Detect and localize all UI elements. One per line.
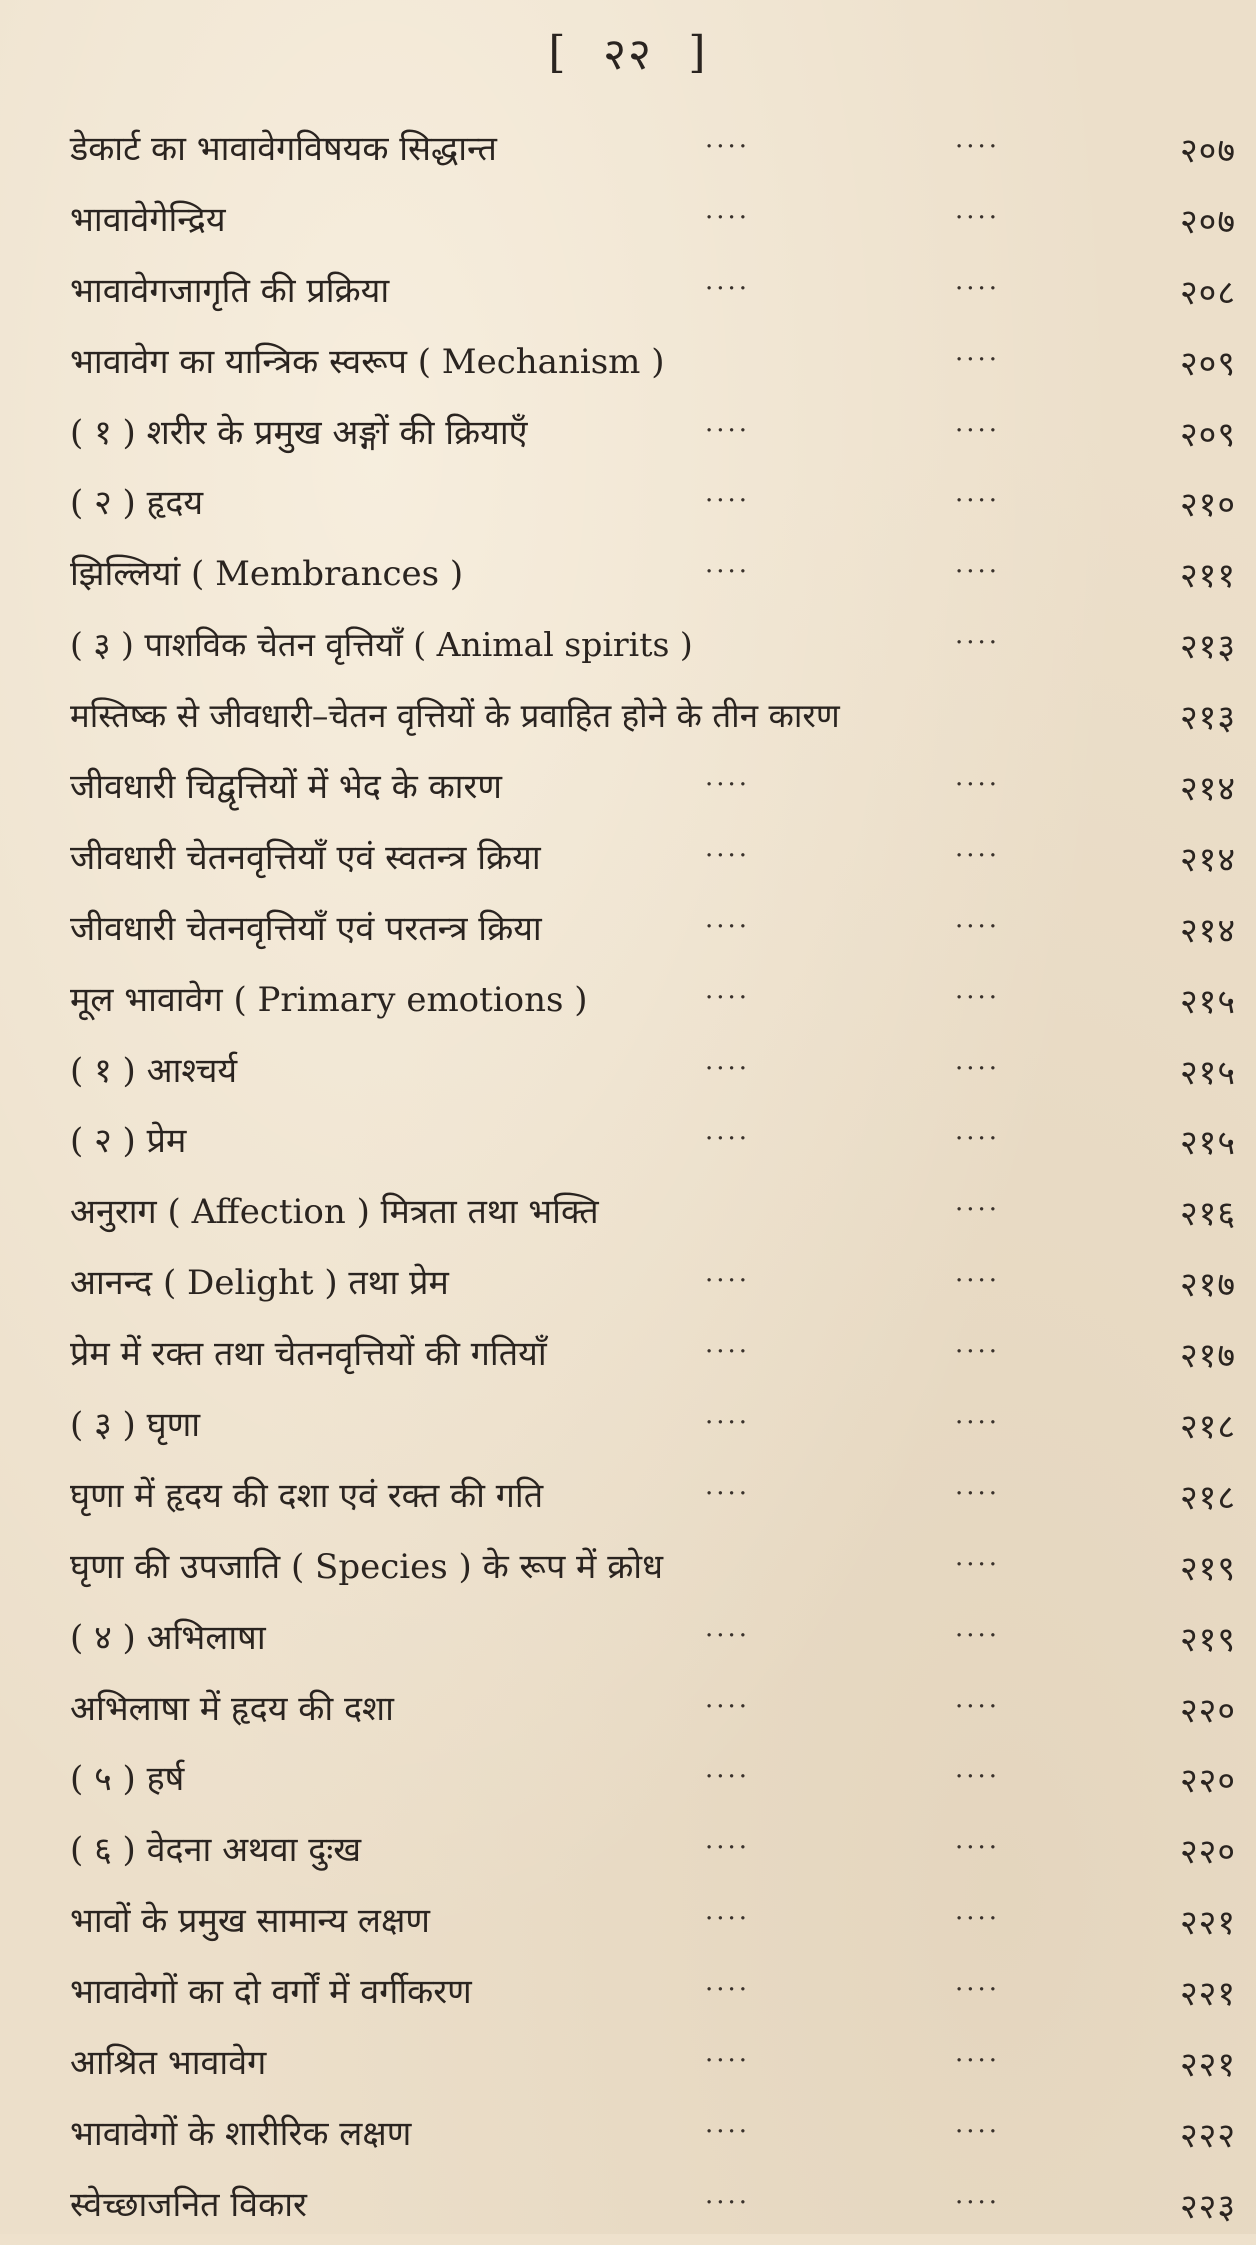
toc-entry-title: मस्तिष्क से जीवधारी–चेतन वृत्तियों के प्रवाहित होने के तीन कारण: [70, 696, 840, 736]
dot-leader: ····: [705, 2116, 751, 2147]
toc-entry-title: भावावेग का यान्त्रिक स्वरूप ( Mechanism ): [70, 341, 665, 382]
dot-leader: ····: [955, 1691, 1001, 1722]
toc-entry-page: २२२: [1179, 2115, 1236, 2156]
dot-leader: ····: [955, 982, 1001, 1013]
toc-entry-page: २२१: [1179, 2045, 1236, 2086]
dot-leader: ····: [955, 1337, 1001, 1368]
toc-entry: [0, 1110, 1256, 1181]
dot-leader: ····: [705, 1408, 751, 1439]
dot-leader: ····: [955, 415, 1001, 446]
dot-leader: ····: [705, 1266, 751, 1297]
dot-leader: ····: [955, 1833, 1001, 1864]
toc-entry: [0, 685, 1256, 756]
toc-entry: [0, 1748, 1256, 1819]
dot-leader: ····: [955, 1053, 1001, 1084]
dot-leader: ····: [705, 1833, 751, 1864]
toc-entry-title: ( २ ) प्रेम: [70, 1121, 187, 1162]
toc-entry: [0, 118, 1256, 189]
dot-leader: ····: [705, 1691, 751, 1722]
dot-leader: ····: [705, 1975, 751, 2006]
toc-entry-title: प्रेम में रक्त तथा चेतनवृत्तियों की गतियाँ: [70, 1334, 547, 1375]
toc-entry-page: २१०: [1179, 485, 1236, 526]
toc-entry: [0, 1252, 1256, 1323]
toc-entry-page: २१९: [1179, 1619, 1236, 1660]
toc-entry-page: २२१: [1179, 1903, 1236, 1944]
toc-entry-page: २१८: [1179, 1477, 1236, 1518]
toc-entry-title: आनन्द ( Delight ) तथा प्रेम: [70, 1263, 449, 1304]
toc-entry: [0, 1323, 1256, 1394]
toc-entry-page: २१७: [1179, 1336, 1236, 1377]
toc-entry-page: २०७: [1179, 201, 1236, 242]
toc-entry-page: २२०: [1179, 1832, 1236, 1873]
toc-entry-page: २१४: [1179, 910, 1236, 951]
toc-entry: [0, 1819, 1256, 1890]
toc-entry-page: २१४: [1179, 769, 1236, 810]
toc-entry-page: २२०: [1179, 1761, 1236, 1802]
toc-entry-title: डेकार्ट का भावावेगविषयक सिद्धान्त: [70, 129, 497, 169]
dot-leader: ····: [955, 911, 1001, 942]
dot-leader: ····: [955, 1762, 1001, 1793]
dot-leader: ····: [705, 557, 751, 588]
toc-entry-page: २१४: [1179, 839, 1236, 880]
toc-entry: [0, 2032, 1256, 2103]
dot-leader: ····: [955, 1975, 1001, 2006]
dot-leader: ····: [705, 132, 751, 162]
toc-entry-page: २२१: [1179, 1974, 1236, 2015]
toc-entry-page: २१५: [1179, 1052, 1236, 1093]
toc-entry-page: २१६: [1179, 1194, 1236, 1235]
toc-entry-title: ( ६ ) वेदना अथवा दुःख: [70, 1830, 362, 1871]
toc-entry-page: २२३: [1179, 2186, 1236, 2227]
toc-entry-title: ( १ ) आश्चर्य: [70, 1050, 238, 1091]
toc-entry-title: मूल भावावेग ( Primary emotions ): [70, 979, 588, 1020]
toc-entry-title: अनुराग ( Affection ) मित्रता तथा भक्ति: [70, 1192, 599, 1233]
dot-leader: ····: [955, 1124, 1001, 1155]
toc-entry: [0, 1890, 1256, 1961]
dot-leader: ····: [955, 1266, 1001, 1297]
dot-leader: ····: [955, 202, 1001, 233]
dot-leader: ····: [955, 1620, 1001, 1651]
toc-entry-page: २०७: [1179, 131, 1236, 171]
dot-leader: ····: [955, 1478, 1001, 1509]
dot-leader: ····: [705, 273, 751, 304]
toc-entry-title: भावावेगेन्द्रिय: [70, 199, 226, 240]
toc-entry-page: २०९: [1179, 343, 1236, 384]
toc-entry: [0, 1678, 1256, 1749]
dot-leader: ····: [955, 1408, 1001, 1439]
toc-entry-title: स्वेच्छाजनित विकार: [70, 2184, 307, 2225]
toc-entry: [0, 614, 1256, 685]
toc-entry-title: भावावेगों का दो वर्गों में वर्गीकरण: [70, 1972, 472, 2013]
dot-leader: ····: [705, 1620, 751, 1651]
toc-entry: [0, 1536, 1256, 1607]
toc-entry-title: ( ३ ) घृणा: [70, 1405, 201, 1446]
toc-entry: [0, 827, 1256, 898]
toc-entry-title: ( २ ) हृदय: [70, 483, 204, 524]
toc-entry-title: भावावेगों के शारीरिक लक्षण: [70, 2113, 412, 2154]
toc-entry-page: २१३: [1179, 698, 1236, 739]
dot-leader: ····: [705, 840, 751, 871]
toc-entry: [0, 1040, 1256, 1111]
toc-entry: [0, 1181, 1256, 1252]
toc-entry-title: भावों के प्रमुख सामान्य लक्षण: [70, 1901, 430, 1942]
toc-entry-title: झिल्लियां ( Membrances ): [70, 554, 464, 595]
toc-entry: [0, 402, 1256, 473]
toc-entry-page: २१७: [1179, 1265, 1236, 1306]
dot-leader: ····: [705, 415, 751, 446]
dot-leader: ····: [955, 1195, 1001, 1226]
dot-leader: ····: [955, 132, 1001, 162]
toc-entry-page: २१५: [1179, 1123, 1236, 1164]
toc-entry: [0, 969, 1256, 1040]
table-of-contents: [0, 118, 1256, 2245]
dot-leader: ····: [705, 1478, 751, 1509]
toc-entry-title: घृणा में हृदय की दशा एवं रक्त की गति: [70, 1475, 544, 1516]
toc-entry: [0, 543, 1256, 614]
toc-entry: [0, 472, 1256, 543]
toc-entry-title: आश्रित भावावेग: [70, 2043, 267, 2084]
dot-leader: ····: [705, 202, 751, 233]
dot-leader: ····: [705, 1904, 751, 1935]
toc-entry-title: ( १ ) शरीर के प्रमुख अङ्गों की क्रियाएँ: [70, 412, 528, 453]
dot-leader: ····: [955, 344, 1001, 375]
toc-entry: [0, 1465, 1256, 1536]
toc-entry-page: २१३: [1179, 627, 1236, 668]
toc-entry-page: २१५: [1179, 981, 1236, 1022]
toc-entry-title: जीवधारी चिद्वृत्तियों में भेद के कारण: [70, 767, 502, 808]
toc-entry: [0, 1961, 1256, 2032]
dot-leader: ····: [955, 770, 1001, 801]
toc-entry: [0, 2103, 1256, 2174]
toc-entry-title: जीवधारी चेतनवृत्तियाँ एवं स्वतन्त्र क्रिया: [70, 837, 541, 878]
toc-entry-title: ( ४ ) अभिलाषा: [70, 1617, 266, 1658]
toc-entry-page: २०८: [1179, 272, 1236, 313]
header-bracket-open: [: [548, 26, 568, 78]
dot-leader: ····: [955, 273, 1001, 304]
dot-leader: ····: [955, 2116, 1001, 2147]
toc-entry-title: ( ३ ) पाशविक चेतन वृत्तियाँ ( Animal spirits ): [70, 625, 693, 665]
dot-leader: ····: [705, 2046, 751, 2077]
toc-entry: [0, 331, 1256, 402]
dot-leader: ····: [705, 1762, 751, 1793]
dot-leader: ····: [955, 1549, 1001, 1580]
toc-entry: [0, 260, 1256, 331]
header-page-number: २२: [603, 29, 653, 80]
toc-entry: [0, 1607, 1256, 1678]
dot-leader: ····: [955, 840, 1001, 871]
dot-leader: ····: [705, 911, 751, 942]
toc-entry-title: ( ५ ) हर्ष: [70, 1759, 185, 1800]
toc-entry-page: २०९: [1179, 414, 1236, 455]
dot-leader: ····: [705, 1337, 751, 1368]
toc-entry-page: २२०: [1179, 1690, 1236, 1731]
toc-entry-page: २१९: [1179, 1548, 1236, 1589]
toc-entry-page: २११: [1179, 556, 1236, 597]
page-header: [0, 22, 1256, 82]
dot-leader: ····: [705, 1124, 751, 1155]
dot-leader: ····: [705, 982, 751, 1013]
toc-entry-title: जीवधारी चेतनवृत्तियाँ एवं परतन्त्र क्रिया: [70, 908, 542, 949]
dot-leader: ····: [955, 2187, 1001, 2218]
toc-entry: [0, 189, 1256, 260]
toc-entry-title: भावावेगजागृति की प्रक्रिया: [70, 270, 390, 311]
toc-entry: [0, 1394, 1256, 1465]
toc-entry: [0, 756, 1256, 827]
dot-leader: ····: [955, 486, 1001, 517]
toc-entry: [0, 2174, 1256, 2245]
header-bracket-close: ]: [688, 26, 708, 78]
dot-leader: ····: [955, 628, 1001, 659]
toc-entry-page: २१८: [1179, 1407, 1236, 1448]
dot-leader: ····: [955, 2046, 1001, 2077]
dot-leader: ····: [705, 770, 751, 801]
toc-entry: [0, 898, 1256, 969]
dot-leader: ····: [705, 486, 751, 517]
dot-leader: ····: [955, 1904, 1001, 1935]
dot-leader: ····: [705, 2187, 751, 2218]
toc-entry-title: अभिलाषा में हृदय की दशा: [70, 1688, 394, 1729]
dot-leader: ····: [705, 1053, 751, 1084]
toc-entry-title: घृणा की उपजाति ( Species ) के रूप में क्रोध: [70, 1546, 664, 1587]
dot-leader: ····: [955, 557, 1001, 588]
